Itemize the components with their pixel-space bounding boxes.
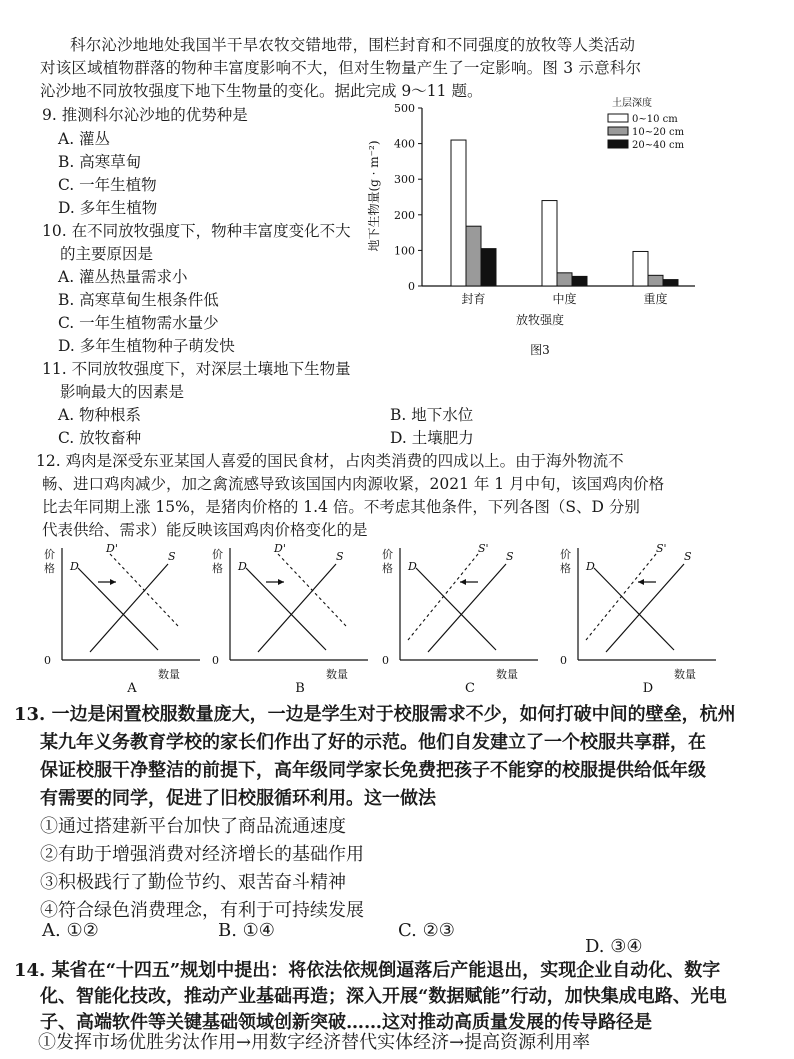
- sd-y-label-char: 格: [44, 562, 55, 575]
- legend-swatch: [608, 140, 628, 148]
- sd-shift-label: S': [656, 542, 667, 555]
- sd-graph-b: [208, 540, 388, 700]
- q12-stem-line-1: 12. 鸡肉是深受东亚某国人喜爱的国民食材，占肉类消费的四成以上。由于海外物流不: [36, 452, 624, 470]
- legend-swatch: [608, 114, 628, 122]
- y-tick-label: 300: [394, 173, 415, 187]
- bar-0-2: [481, 249, 496, 286]
- sd-x-label: 数量: [496, 668, 518, 681]
- x-tick-label: 重度: [643, 292, 668, 306]
- q13-option-a: A. ①②: [42, 920, 99, 941]
- sd-demand-label: D: [238, 560, 247, 573]
- sd-y-label-char: 格: [560, 562, 571, 575]
- chart-legend: [608, 96, 685, 151]
- q14-stem-line-3: 子、高端软件等关键基础领域创新突破……这对推动高质量发展的传导路径是: [40, 1012, 652, 1033]
- q11-option-b: B. 地下水位: [390, 406, 474, 424]
- q11-option-c: C. 放牧畜种: [58, 429, 142, 447]
- legend-entry: 20~40 cm: [632, 140, 685, 151]
- x-tick-label: 封育: [461, 292, 486, 306]
- q13-stem-line-2: 某九年义务教育学校的家长们作出了好的示范。他们自发建立了一个校服共享群，在: [40, 732, 706, 753]
- sd-shift-label: D': [106, 542, 118, 555]
- legend-entry: 10~20 cm: [632, 127, 685, 138]
- sd-supply-line: [258, 564, 336, 652]
- sd-y-label-char: 价: [560, 548, 571, 561]
- sd-y-label-char: 价: [212, 548, 223, 561]
- q10-stem-line-2: 的主要原因是: [60, 245, 154, 263]
- sd-demand-line: [416, 568, 496, 650]
- sd-demand-label: D: [408, 560, 417, 573]
- sd-origin: 0: [382, 654, 389, 667]
- q14-stem-line-2: 化、智能化技改，推动产业基础再造；深入开展“数据赋能”行动，加快集成电路、光电: [40, 986, 727, 1007]
- y-tick-label: 500: [394, 102, 415, 115]
- q11-stem-line-2: 影响最大的因素是: [60, 383, 185, 401]
- bar-1-2: [572, 276, 587, 286]
- sd-shift-arrow-head: [110, 579, 116, 585]
- sd-graph-a: [40, 540, 220, 700]
- sd-supply-label: S: [168, 550, 176, 563]
- sd-demand-line: [594, 568, 674, 650]
- q13-stem-line-4: 有需要的同学，促进了旧校服循环利用。这一做法: [40, 788, 436, 809]
- sd-y-label-char: 价: [382, 548, 393, 561]
- sd-demand-line: [78, 568, 158, 650]
- chart-x-ticks: [461, 291, 667, 306]
- legend-swatch: [608, 127, 628, 135]
- q12-stem-line-4: 代表供给、需求）能反映该国鸡肉价格变化的是: [42, 521, 368, 539]
- q10-option-c: C. 一年生植物需水量少: [58, 314, 219, 332]
- sd-graph-d: [556, 540, 736, 700]
- sd-graph-letter: A: [127, 681, 137, 696]
- bar-2-0: [633, 251, 648, 286]
- sd-graph-letter: B: [295, 681, 305, 696]
- q10-stem-line-1: 10. 在不同放牧强度下，物种丰富度变化不大: [42, 222, 351, 240]
- q14-stem-line-1: 14. 某省在“十四五”规划中提出：将依法依规倒逼落后产能退出，实现企业自动化、数字: [14, 960, 721, 981]
- intro-line-3: 沁沙地不同放牧强度下地下生物量的变化。据此完成 9～11 题。: [40, 82, 483, 100]
- sd-graph-c: [378, 540, 558, 700]
- sd-origin: 0: [44, 654, 51, 667]
- q11-stem-line-1: 11. 不同放牧强度下，对深层土壤地下生物量: [42, 360, 351, 378]
- sd-graph-letter: D: [642, 681, 654, 696]
- bar-1-1: [557, 273, 572, 286]
- q9-option-c: C. 一年生植物: [58, 176, 157, 194]
- y-tick-label: 200: [394, 208, 415, 222]
- sd-origin: 0: [560, 654, 567, 667]
- intro-line-2: 对该区域植物群落的物种丰富度影响不大，但对生物量产生了一定影响。图 3 示意科尔: [40, 59, 642, 77]
- y-tick-label: 100: [394, 244, 415, 258]
- sd-x-label: 数量: [674, 668, 696, 681]
- sd-shift-label: D': [274, 542, 286, 555]
- bar-0-0: [451, 140, 466, 286]
- y-tick-label: 400: [394, 137, 415, 151]
- q12-stem-line-2: 畅、进口鸡肉减少，加之禽流感导致该国国内肉源收紧，2021 年 1 月中旬，该国鸡肉价格: [42, 475, 665, 493]
- q13-item-1: ①通过搭建新平台加快了商品流通速度: [40, 816, 346, 837]
- sd-supply-label: S: [336, 550, 344, 563]
- bar-0-1: [466, 226, 481, 286]
- q13-item-4: ④符合绿色消费理念，有利于可持续发展: [40, 900, 364, 921]
- sd-supply-label: S: [506, 550, 514, 563]
- sd-shifted-supply-line: [408, 554, 478, 640]
- q13-option-b: B. ①④: [218, 920, 275, 941]
- q9-option-b: B. 高寒草甸: [58, 153, 142, 171]
- bar-2-2: [663, 280, 678, 286]
- figure3-bar-chart: [360, 96, 700, 358]
- q13-item-3: ③积极践行了勤俭节约、艰苦奋斗精神: [40, 872, 346, 893]
- sd-supply-label: S: [684, 550, 692, 563]
- sd-x-label: 数量: [158, 668, 180, 681]
- sd-y-label-char: 价: [44, 548, 55, 561]
- q9-option-a: A. 灌丛: [58, 130, 111, 148]
- legend-entry: 0~10 cm: [632, 114, 678, 125]
- x-tick-label: 中度: [552, 292, 577, 306]
- q13-stem-line-1: 13. 一边是闲置校服数量庞大，一边是学生对于校服需求不少，如何打破中间的壁垒，杭州: [14, 704, 736, 725]
- sd-shift-arrow-head: [460, 579, 466, 585]
- q12-stem-line-3: 比去年同期上涨 15%，是猪肉价格的 1.4 倍。不考虑其他条件，下列各图（S、D 分别: [42, 498, 640, 516]
- sd-graph-letter: C: [465, 681, 475, 696]
- sd-demand-line: [246, 568, 326, 650]
- sd-supply-line: [428, 564, 506, 652]
- q13-stem-line-3: 保证校服干净整洁的前提下，高年级同学家长免费把孩子不能穿的校服提供给低年级: [40, 760, 706, 781]
- bar-2-1: [648, 275, 663, 286]
- sd-y-label-char: 格: [382, 562, 393, 575]
- q10-option-d: D. 多年生植物种子萌发快: [58, 337, 235, 355]
- sd-origin: 0: [212, 654, 219, 667]
- sd-shift-label: S': [478, 542, 489, 555]
- chart-y-ticks: [394, 102, 422, 293]
- sd-shift-arrow-head: [278, 579, 284, 585]
- sd-supply-line: [606, 564, 684, 652]
- bar-1-0: [542, 201, 557, 286]
- q9-option-d: D. 多年生植物: [58, 199, 158, 217]
- q13-item-2: ②有助于增强消费对经济增长的基础作用: [40, 844, 364, 865]
- q14-item-1: ①发挥市场优胜劣汰作用→用数字经济替代实体经济→提高资源利用率: [38, 1032, 591, 1053]
- chart-y-axis-label: 地下生物量(g · m⁻²): [367, 140, 381, 252]
- q10-option-b: B. 高寒草甸生根条件低: [58, 291, 219, 309]
- sd-shift-arrow-head: [638, 579, 644, 585]
- sd-y-label-char: 格: [212, 562, 223, 575]
- chart-bars: [451, 140, 678, 286]
- chart-caption: 图3: [530, 343, 550, 357]
- sd-supply-line: [90, 564, 168, 652]
- y-tick-label: 0: [408, 280, 415, 293]
- sd-x-label: 数量: [326, 668, 348, 681]
- q13-option-d: D. ③④: [585, 936, 643, 957]
- q10-option-a: A. 灌丛热量需求小: [58, 268, 188, 286]
- q9-stem: 9. 推测科尔沁沙地的优势种是: [42, 106, 248, 124]
- q11-option-a: A. 物种根系: [58, 406, 142, 424]
- sd-demand-label: D: [70, 560, 79, 573]
- sd-demand-label: D: [586, 560, 595, 573]
- chart-x-axis-label: 放牧强度: [515, 313, 565, 327]
- intro-line-1: 科尔沁沙地地处我国半干旱农牧交错地带，围栏封育和不同强度的放牧等人类活动: [70, 36, 636, 54]
- q11-option-d: D. 土壤肥力: [390, 429, 474, 447]
- legend-title: 土层深度: [612, 98, 652, 109]
- q13-option-c: C. ②③: [398, 920, 455, 941]
- sd-shifted-supply-line: [586, 554, 656, 640]
